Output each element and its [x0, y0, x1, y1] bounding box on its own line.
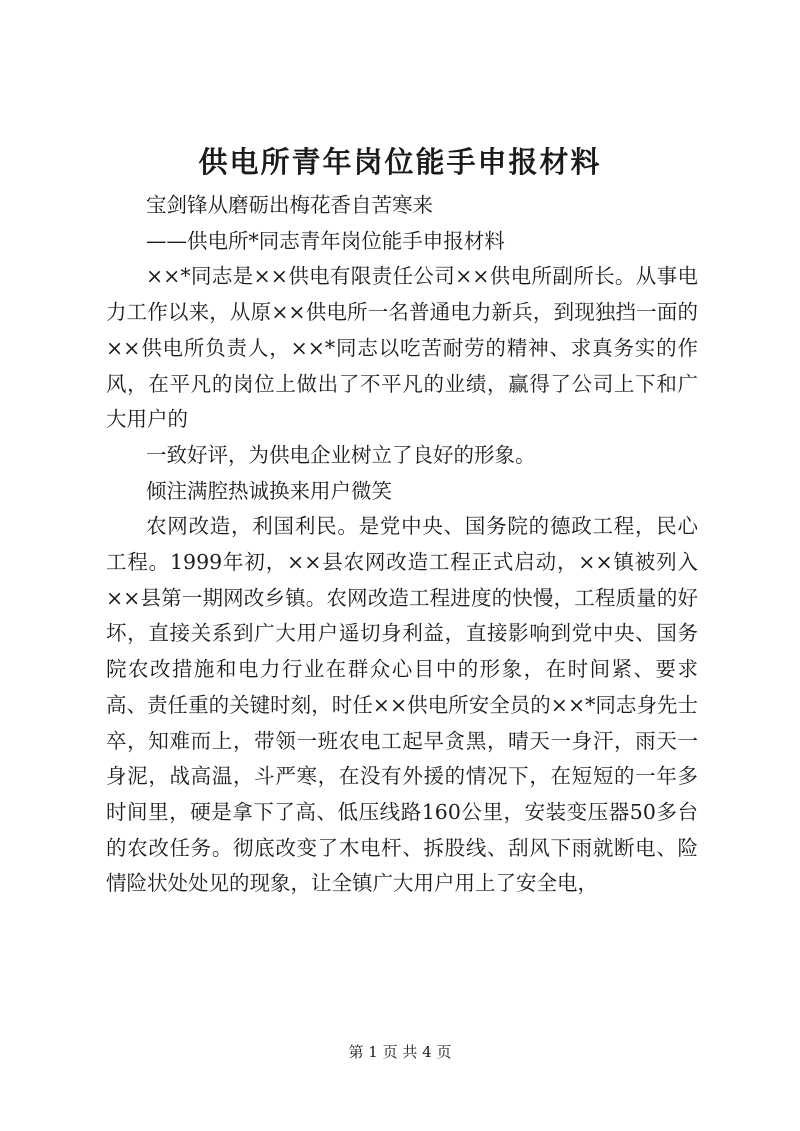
body-paragraph: 一致好评，为供电企业树立了良好的形象。 — [146, 442, 536, 467]
body-paragraph: ××*同志是××供电有限责任公司××供电所副所长。从事电力工作以来，从原××供电所一名普通电力新兵，到现独挡一面的××供电所负责人，××*同志以吃苦耐劳的精神、求真务实的作风，在平凡的岗位上做出了不平凡的业绩，赢得了公司上下和广大用户的 — [106, 264, 698, 432]
subtitle-line: ——供电所*同志青年岗位能手申报材料 — [146, 228, 505, 253]
document-body — [106, 188, 698, 902]
section-heading: 倾注满腔热诚换来用户微笑 — [146, 478, 392, 503]
document-title: 供电所青年岗位能手申报材料 — [198, 145, 602, 179]
subtitle-slogan: 宝剑锋从磨砺出梅花香自苦寒来 — [146, 193, 433, 217]
page-number-footer: 第 1 页 共 4 页 — [348, 1043, 452, 1061]
body-paragraph: 农网改造，利国利民。是党中央、国务院的德政工程，民心工程。1999年初，××县农网改造工程正式启动，××镇被列入××县第一期网改乡镇。农网改造工程进度的快慢，工程质量的好坏，直接关系到广大用户遥切身利益，直接影响到党中央、国务院农改措施和电力行业在群众心目中的形象，在时间紧、要求高、责任重的关键时刻，时任××供电所安全员的××*同志身先士卒，知难而上，带领一班农电工起早贪黑，晴天一身汗，雨天一身泥，战高温，斗严寒，在没有外援的情况下，在短短的一年多时间里，硬是拿下了高、低压线路160公里，安装变压器50多台的农改任务。彻底改变了木电杆、拆股线、刮风下雨就断电、险情险状处处见的现象，让全镇广大用户用上了安全电， — [106, 514, 698, 896]
